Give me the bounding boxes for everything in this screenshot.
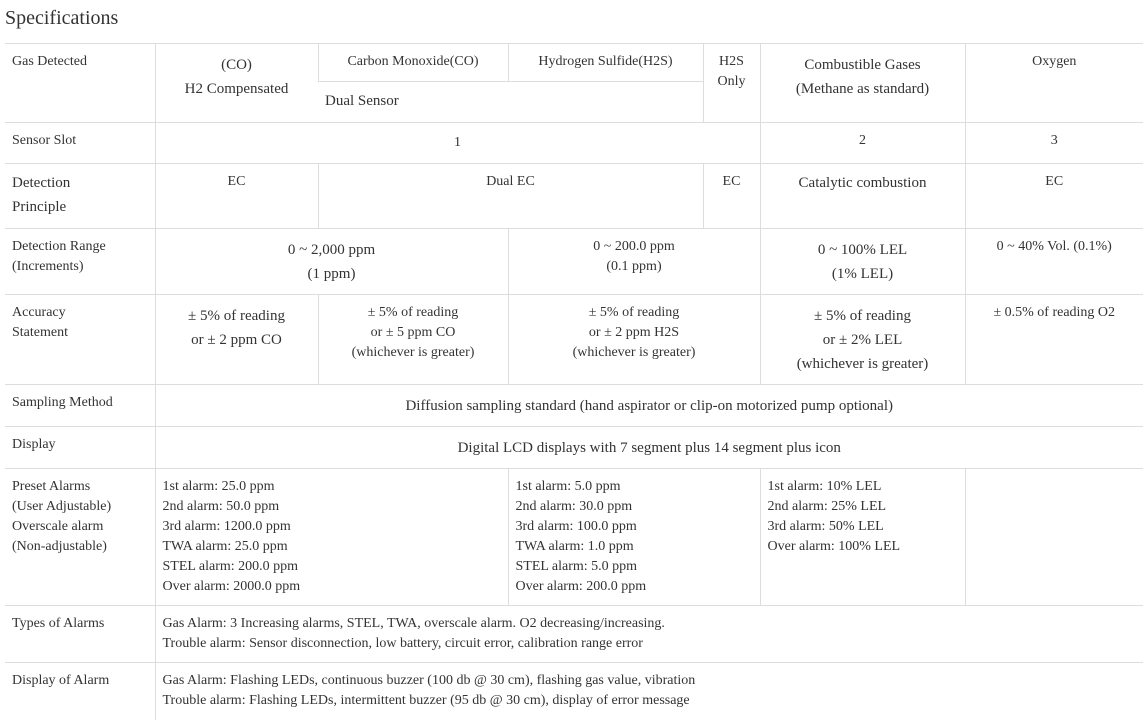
cell-slot-2: 2 <box>760 123 965 164</box>
cell-h2s-only: H2S Only <box>703 44 760 123</box>
cell-range-lel: 0 ~ 100% LEL (1% LEL) <box>760 229 965 295</box>
row-label: Display <box>5 427 155 469</box>
row-accuracy <box>5 295 1143 385</box>
cell-range-o2: 0 ~ 40% Vol. (0.1%) <box>965 229 1143 295</box>
cell-ec-1: EC <box>155 164 318 229</box>
cell-accuracy-2: ± 5% of reading or ± 5 ppm CO (whichever is greater) <box>318 295 508 385</box>
row-label: Sensor Slot <box>5 123 155 164</box>
row-label: Accuracy Statement <box>5 295 155 385</box>
cell-dual-h2s: Hydrogen Sulfide(H2S) <box>508 44 703 82</box>
row-label: Detection Principle <box>5 164 155 229</box>
row-preset-alarms <box>5 469 1143 606</box>
cell-alarms-o2 <box>965 469 1143 606</box>
row-detection-range <box>5 229 1143 295</box>
row-label: Types of Alarms <box>5 606 155 663</box>
cell-sampling: Diffusion sampling standard (hand aspirator or clip-on motorized pump optional) <box>155 385 1143 427</box>
cell-dual-ec: Dual EC <box>318 164 703 229</box>
row-display <box>5 427 1143 469</box>
row-label: Display of Alarm <box>5 663 155 720</box>
cell-range-h2s: 0 ~ 200.0 ppm (0.1 ppm) <box>508 229 760 295</box>
cell-oxygen: Oxygen <box>965 44 1143 123</box>
cell-display: Digital LCD displays with 7 segment plus 14 segment plus icon <box>155 427 1143 469</box>
row-gas-detected <box>5 44 1143 82</box>
cell-accuracy-3: ± 5% of reading or ± 2 ppm H2S (whichever is greater) <box>508 295 760 385</box>
row-label: Sampling Method <box>5 385 155 427</box>
cell-slot-1: 1 <box>155 123 760 164</box>
cell-dual-co: Carbon Monoxide(CO) <box>318 44 508 82</box>
cell-alarms-lel: 1st alarm: 10% LEL 2nd alarm: 25% LEL 3rd alarm: 50% LEL Over alarm: 100% LEL <box>760 469 965 606</box>
row-types-of-alarms <box>5 606 1143 663</box>
cell-ec-3: EC <box>965 164 1143 229</box>
row-display-of-alarm <box>5 663 1143 720</box>
specifications-table <box>5 43 1143 720</box>
cell-types: Gas Alarm: 3 Increasing alarms, STEL, TWA, overscale alarm. O2 decreasing/increasing. Trouble alarm: Sensor disconnection, low battery, circuit error, calibration range error <box>155 606 1143 663</box>
row-sensor-slot <box>5 123 1143 164</box>
cell-dual-sensor: Dual Sensor <box>318 82 703 123</box>
cell-combustible: Combustible Gases (Methane as standard) <box>760 44 965 123</box>
row-label: Detection Range (Increments) <box>5 229 155 295</box>
cell-range-co: 0 ~ 2,000 ppm (1 ppm) <box>155 229 508 295</box>
row-sampling <box>5 385 1143 427</box>
cell-alarms-h2s: 1st alarm: 5.0 ppm 2nd alarm: 30.0 ppm 3rd alarm: 100.0 ppm TWA alarm: 1.0 ppm STEL alarm: 5.0 ppm Over alarm: 200.0 ppm <box>508 469 760 606</box>
cell-accuracy-1: ± 5% of reading or ± 2 ppm CO <box>155 295 318 385</box>
row-detection-principle <box>5 164 1143 229</box>
cell-accuracy-4: ± 5% of reading or ± 2% LEL (whichever is greater) <box>760 295 965 385</box>
cell-ec-2: EC <box>703 164 760 229</box>
cell-co-h2: (CO) H2 Compensated <box>155 44 318 123</box>
cell-display-alarm: Gas Alarm: Flashing LEDs, continuous buzzer (100 db @ 30 cm), flashing gas value, vibration Trouble alarm: Flashing LEDs, intermittent buzzer (95 db @ 30 cm), display of error message <box>155 663 1143 720</box>
cell-slot-3: 3 <box>965 123 1143 164</box>
cell-accuracy-5: ± 0.5% of reading O2 <box>965 295 1143 385</box>
page-title: Specifications <box>5 7 119 29</box>
cell-alarms-co: 1st alarm: 25.0 ppm 2nd alarm: 50.0 ppm 3rd alarm: 1200.0 ppm TWA alarm: 25.0 ppm STEL alarm: 200.0 ppm Over alarm: 2000.0 ppm <box>155 469 508 606</box>
row-label: Gas Detected <box>5 44 155 123</box>
row-label: Preset Alarms (User Adjustable) Overscale alarm (Non-adjustable) <box>5 469 155 606</box>
cell-catalytic: Catalytic combustion <box>760 164 965 229</box>
